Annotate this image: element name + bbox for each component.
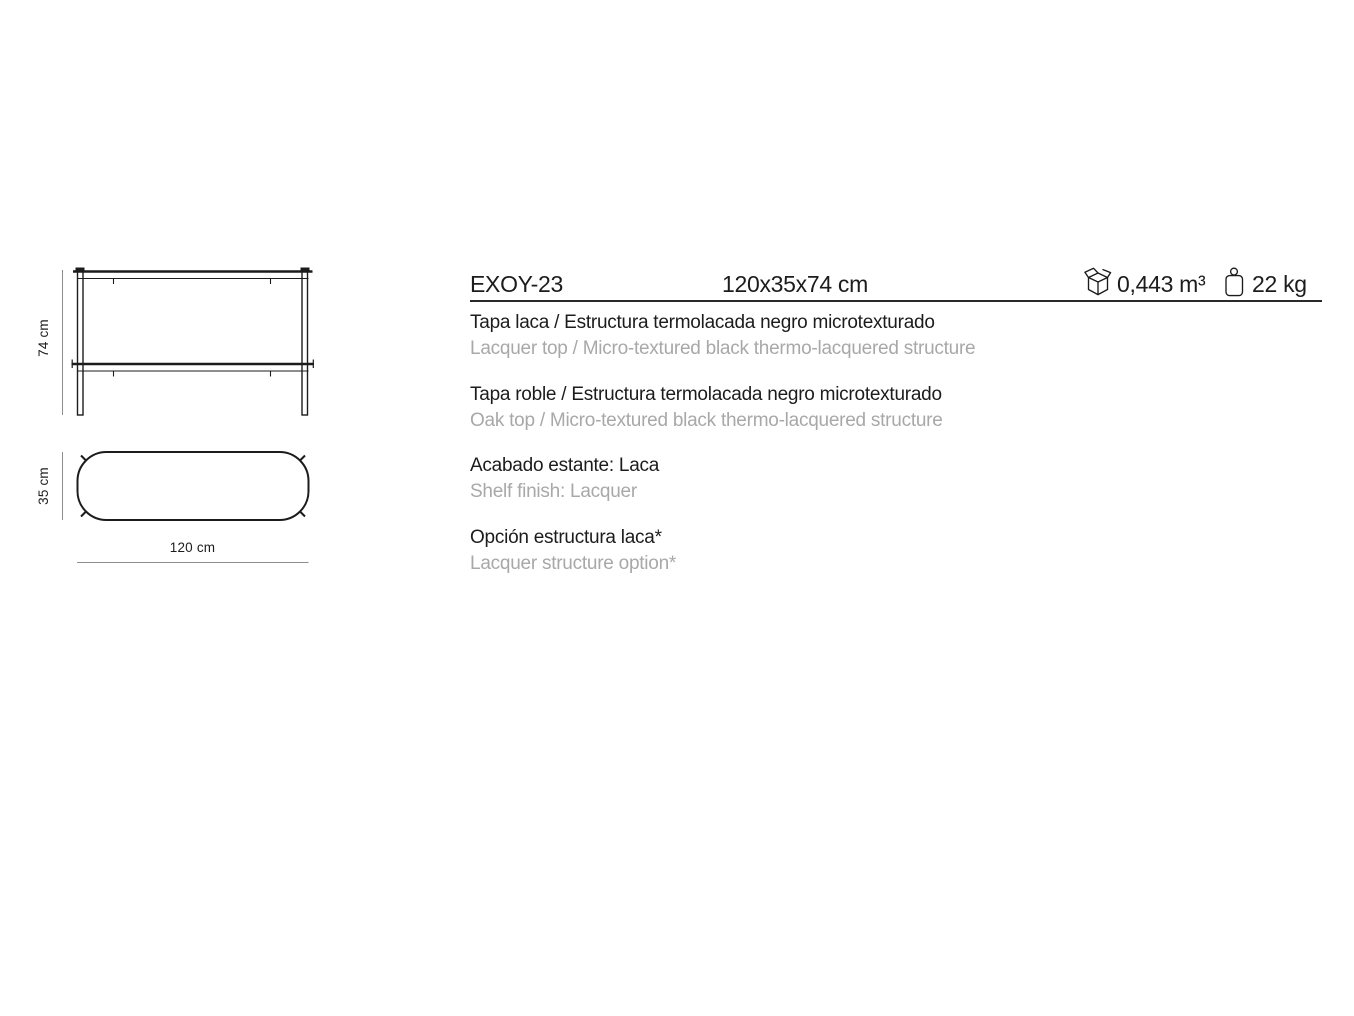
tabletop-outline	[78, 452, 309, 520]
table-leg-right	[302, 272, 308, 416]
weight-icon	[1224, 266, 1245, 298]
leg-tick	[81, 456, 86, 461]
spec-secondary-en: Lacquer top / Micro-textured black thermo-lacquered structure	[470, 338, 976, 359]
top-view-drawing	[36, 452, 309, 563]
spec-row-finish-oak	[470, 382, 1090, 434]
leg-tick	[300, 512, 305, 517]
table-leg-left	[78, 272, 84, 416]
spec-primary-es: Tapa roble / Estructura termolacada negro microtexturado	[470, 384, 942, 405]
spec-secondary-en: Lacquer structure option*	[470, 553, 677, 574]
spec-row-shelf-finish	[470, 453, 1090, 505]
leg-tick	[300, 456, 305, 461]
technical-drawing	[30, 255, 335, 575]
spec-secondary-en: Shelf finish: Lacquer	[470, 481, 637, 502]
weight-value: 22 kg	[1252, 271, 1307, 297]
box-volume-icon	[1084, 267, 1113, 298]
volume-value: 0,443 m³	[1117, 271, 1206, 297]
spec-primary-es: Acabado estante: Laca	[470, 455, 660, 476]
leg-tick	[81, 512, 86, 517]
spec-secondary-en: Oak top / Micro-textured black thermo-lacquered structure	[470, 410, 943, 431]
front-view-drawing	[36, 268, 314, 416]
spec-row-finish-lacquer	[470, 310, 1090, 362]
height-dimension-label: 74 cm	[36, 319, 51, 357]
depth-dimension-label: 35 cm	[36, 467, 51, 505]
spec-primary-es: Tapa laca / Estructura termolacada negro microtexturado	[470, 312, 935, 333]
width-dimension-label: 120 cm	[169, 540, 216, 555]
spec-primary-es: Opción estructura laca*	[470, 527, 662, 548]
spec-row-structure-option	[470, 525, 1090, 577]
product-dimensions: 120x35x74 cm	[722, 271, 868, 297]
product-code: EXOY-23	[470, 271, 563, 297]
header-divider	[470, 300, 1322, 302]
